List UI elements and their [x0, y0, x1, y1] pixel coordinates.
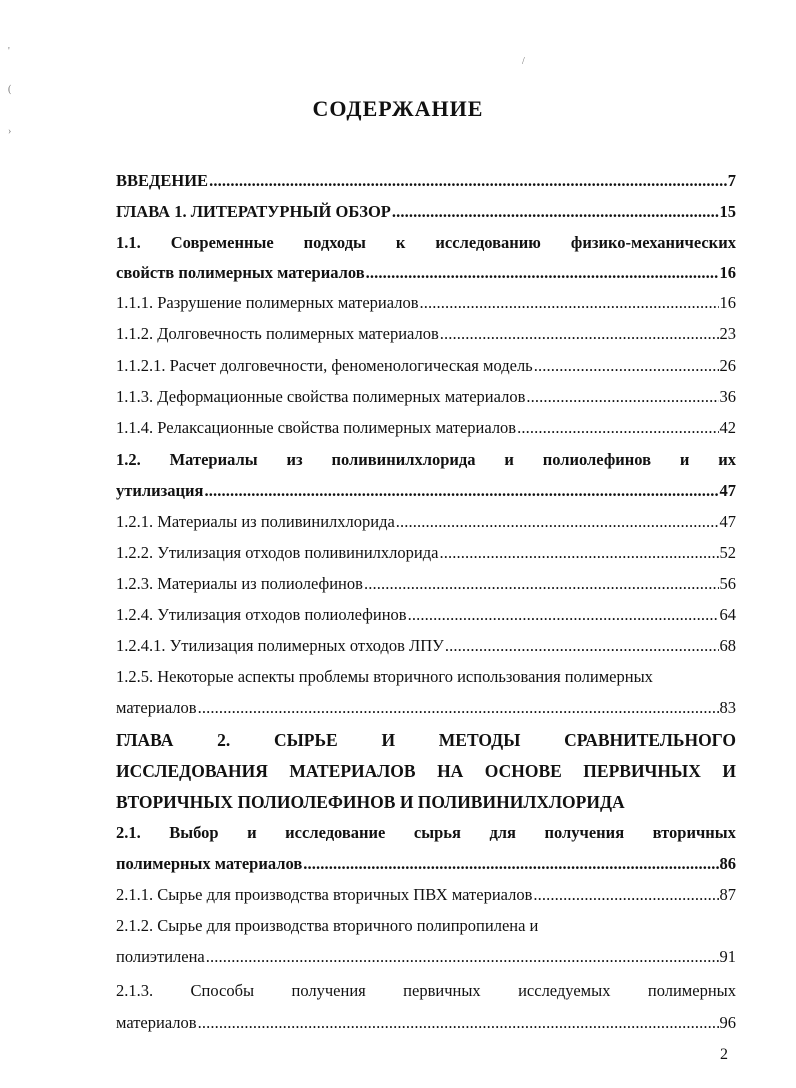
toc-entry-1-2-5-line1: 1.2.5. Некоторые аспекты проблемы вторичного использования полимерных [116, 667, 653, 686]
toc-entry-chapter-2-line2: ИССЛЕДОВАНИЯ МАТЕРИАЛОВ НА ОСНОВЕ ПЕРВИЧНЫХ И [116, 761, 736, 781]
page-ref: 15 [719, 202, 736, 221]
page-ref: 64 [719, 605, 736, 624]
page-ref: 91 [719, 947, 736, 966]
page-ref: 23 [719, 324, 736, 343]
scan-speck: ' [8, 46, 10, 57]
page-ref: 47 [719, 481, 736, 500]
toc-entry-1-1-2-1: 1.1.2.1. Расчет долговечности, феноменологическая модель . . . 26 [116, 353, 736, 379]
scan-speck: ( [8, 84, 12, 95]
toc-entry-1-2-line2: утилизация . . . 47 [116, 478, 736, 504]
scan-speck: / [522, 56, 525, 67]
toc-entry-1-2-2: 1.2.2. Утилизация отходов поливинилхлорида . . . 52 [116, 540, 736, 566]
toc-entry-2-1-line1: 2.1. Выбор и исследование сырья для получения вторичных [116, 823, 736, 842]
toc-entry-2-1-1: 2.1.1. Сырье для производства вторичных ПВХ материалов . . . 87 [116, 882, 736, 908]
toc-entry-chapter-2-line3: ВТОРИЧНЫХ ПОЛИОЛЕФИНОВ И ПОЛИВИНИЛХЛОРИДА [116, 792, 625, 812]
page-ref: 36 [719, 387, 736, 406]
toc-entry-1-1-line1: 1.1. Современные подходы к исследованию физико-механических [116, 233, 736, 252]
toc-entry-2-1-3-line2: материалов . . . 96 [116, 1010, 736, 1036]
page-ref: 86 [719, 854, 736, 873]
toc-entry-1-1-4: 1.1.4. Релаксационные свойства полимерных материалов . . . 42 [116, 415, 736, 441]
toc-entry-1-2-5-line2: материалов . . . 83 [116, 695, 736, 721]
page-number: 2 [720, 1046, 728, 1063]
page-ref: 52 [719, 543, 736, 562]
toc-entry-chapter-2-line1: ГЛАВА 2. СЫРЬЕ И МЕТОДЫ СРАВНИТЕЛЬНОГО [116, 730, 736, 750]
toc-entry-chapter-1: ГЛАВА 1. ЛИТЕРАТУРНЫЙ ОБЗОР . . . 15 [116, 199, 736, 225]
toc-entry-1-1-line2: свойств полимерных материалов . . . 16 [116, 260, 736, 286]
page-ref: 16 [719, 263, 736, 282]
toc-entry-1-2-4-1: 1.2.4.1. Утилизация полимерных отходов ЛПУ . . . 68 [116, 633, 736, 659]
toc-entry-2-1-2-line1: 2.1.2. Сырье для производства вторичного полипропилена и [116, 916, 539, 935]
page-ref: 42 [719, 418, 736, 437]
toc-entry-1-2-4: 1.2.4. Утилизация отходов полиолефинов . . . 64 [116, 602, 736, 628]
page-title: СОДЕРЖАНИЕ [312, 96, 484, 121]
page-ref: 68 [719, 636, 736, 655]
page-ref: 26 [719, 356, 736, 375]
page-ref: 47 [719, 512, 736, 531]
page-ref: 56 [719, 574, 736, 593]
toc-entry-1-1-2: 1.1.2. Долговечность полимерных материалов . . . 23 [116, 321, 736, 347]
toc-entry-1-2-1: 1.2.1. Материалы из поливинилхлорида . . . 47 [116, 509, 736, 535]
page-ref: 87 [719, 885, 736, 904]
page-ref: 16 [719, 293, 736, 312]
page-ref: 83 [719, 698, 736, 717]
toc-entry-1-1-3: 1.1.3. Деформационные свойства полимерных материалов . . . 36 [116, 384, 736, 410]
toc-entry-1-2-line1: 1.2. Материалы из поливинилхлорида и полиолефинов и их [116, 450, 736, 469]
toc-entry-1-1-1: 1.1.1. Разрушение полимерных материалов . . . 16 [116, 290, 736, 316]
page-ref: 96 [719, 1013, 736, 1032]
toc-entry-2-1-3-line1: 2.1.3. Способы получения первичных исследуемых полимерных [116, 981, 736, 1000]
toc-entry-1-2-3: 1.2.3. Материалы из полиолефинов . . . 56 [116, 571, 736, 597]
toc-entry-2-1-line2: полимерных материалов . . . 86 [116, 851, 736, 877]
toc-entry-2-1-2-line2: полиэтилена . . . 91 [116, 944, 736, 970]
toc-entry-introduction: ВВЕДЕНИЕ . . . 7 [116, 168, 736, 194]
page-ref: 7 [727, 171, 736, 190]
scan-speck: › [8, 126, 12, 137]
